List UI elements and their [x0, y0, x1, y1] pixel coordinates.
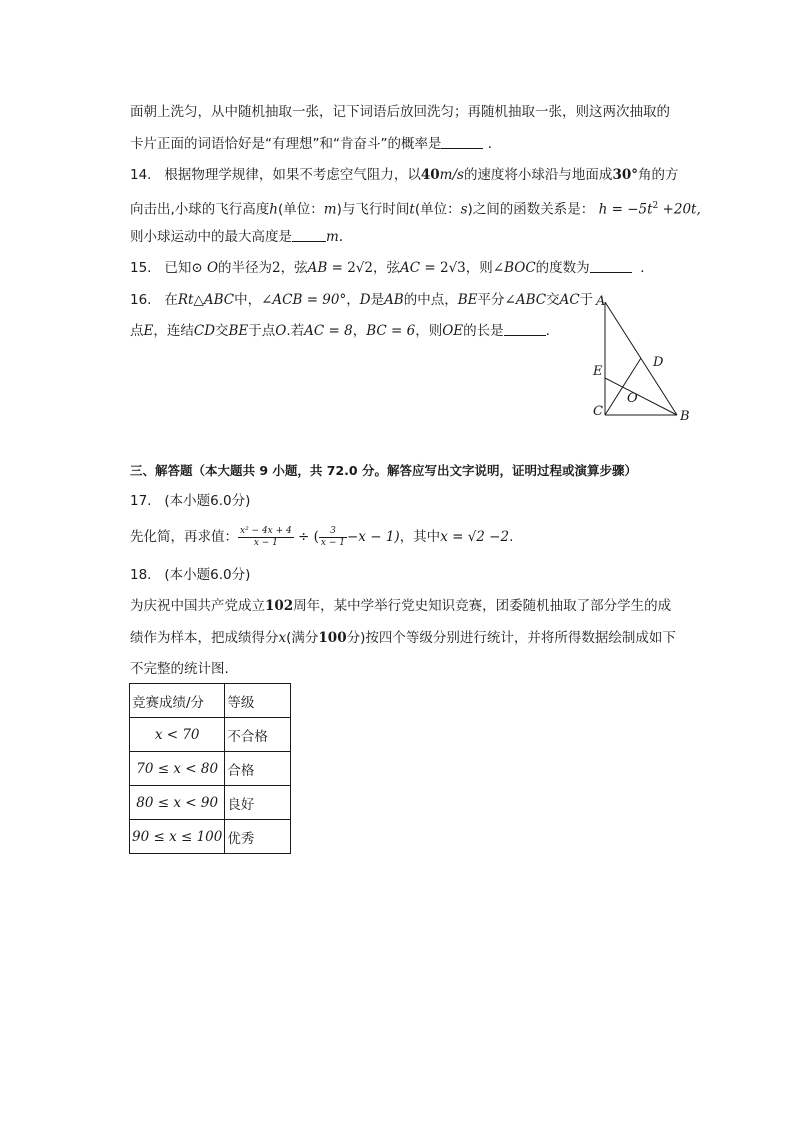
q14-text: (单位： — [278, 201, 324, 218]
question-number: 17. — [130, 493, 152, 509]
table-cell: 合格 — [225, 752, 291, 786]
q16-var: E — [143, 323, 154, 339]
q16-var: ABC — [203, 292, 235, 308]
q15-circle: ⊙ — [191, 260, 203, 276]
q16-text: 在 — [164, 292, 178, 308]
q18-text: 为庆祝中国共产党成立 — [130, 598, 265, 614]
q18-text: 周年，某中学举行党史知识竞赛，团委随机抽取了部分学生的成 — [293, 598, 672, 614]
q14-unit: m. — [326, 229, 344, 245]
score-table — [129, 683, 291, 854]
answer-blank[interactable] — [441, 136, 483, 149]
q15-radius: 2 — [272, 260, 281, 276]
q14-line-2 — [130, 197, 701, 219]
q16-text: 交 — [215, 323, 229, 339]
table-cell: 优秀 — [225, 820, 291, 854]
q16-text: 中， — [234, 292, 262, 308]
label-c: C — [593, 404, 603, 419]
q14-speed: 40 — [420, 167, 440, 183]
q18-text: 绩作为样本，把成绩得分 — [130, 630, 279, 646]
q18-number: 100 — [318, 630, 347, 646]
intro-end: ． — [487, 136, 502, 152]
q16-value: BC = 6 — [366, 323, 416, 339]
question-number: 14. — [130, 167, 152, 183]
label-d: D — [653, 355, 664, 370]
q17-body — [130, 522, 513, 552]
q16-text: .若 — [286, 323, 305, 339]
q16-var: Rt — [177, 292, 194, 308]
q14-exponent: 2 — [652, 201, 659, 211]
q15-text: 的半径为 — [218, 260, 273, 276]
q16-end: . — [545, 323, 550, 339]
table-cell: 80 ≤ x < 90 — [130, 786, 225, 820]
q16-text: ，则 — [415, 323, 443, 339]
q14-var: s — [460, 201, 468, 218]
q18-line-1 — [130, 597, 671, 615]
q15-angle: ∠BOC — [492, 260, 536, 276]
q18-line-3: 不完整的统计图. — [130, 661, 229, 677]
table-cell: 70 ≤ x < 80 — [130, 752, 225, 786]
q14-angle: 30° — [612, 167, 638, 183]
segment-cd — [605, 358, 641, 415]
intro-text: 卡片正面的词语恰好是“有理想”和“肯奋斗”的概率是 — [130, 136, 442, 152]
label-a: A — [596, 294, 606, 309]
q16-text: 平分 — [477, 292, 505, 308]
q16-var: AC — [559, 292, 580, 308]
q14-var: m — [323, 201, 337, 218]
segment-be — [605, 378, 677, 415]
q17-end: . — [509, 529, 514, 545]
q14-unit: m/s — [439, 167, 464, 183]
q16-text: ，连结 — [153, 323, 194, 339]
q18-header — [130, 566, 250, 584]
q17-value: x = √2 −2 — [440, 529, 510, 545]
q15-end: ． — [640, 260, 654, 276]
q14-text: )与飞行时间 — [336, 201, 410, 218]
q14-text: 角的方 — [637, 167, 679, 183]
q15-value: = 2√2 — [327, 260, 373, 276]
label-e: E — [593, 364, 603, 379]
q16-var: CD — [193, 323, 216, 339]
answer-blank[interactable] — [590, 260, 632, 273]
q18-number: 102 — [265, 598, 294, 614]
q14-text: 的速度将小球沿与地面成 — [463, 167, 613, 183]
fraction-numerator: x² − 4x + 4 — [240, 525, 292, 536]
q15-text: ，则 — [465, 260, 493, 276]
q14-text: (单位： — [414, 201, 461, 218]
q16-text: 是 — [370, 292, 385, 308]
q16-text: 的中点， — [403, 292, 458, 308]
q17-text: 先化简，再求值： — [130, 529, 238, 545]
question-number: 18. — [130, 567, 152, 583]
q15-line — [130, 259, 654, 277]
intro-line-2 — [130, 135, 501, 153]
table-header: 竞赛成绩/分 — [130, 684, 225, 718]
q17-operator: ÷ ( — [293, 529, 319, 545]
answer-blank[interactable] — [504, 323, 546, 336]
q15-value: = 2√3 — [420, 260, 466, 276]
q14-line-1 — [130, 166, 678, 184]
q15-text: 已知 — [164, 260, 192, 276]
q14-formula: +20t, — [658, 201, 701, 218]
intro-line-1: 面朝上洗匀，从中随机抽取一张，记下词语后放回洗匀；再随机抽取一张，则这两次抽取的 — [130, 104, 670, 120]
q16-text: ， — [346, 292, 360, 308]
fraction-numerator: 3 — [330, 525, 336, 536]
label-b: B — [680, 409, 690, 424]
q16-var: O — [275, 323, 287, 339]
q16-var: D — [359, 292, 371, 308]
table-header-row — [130, 684, 291, 718]
question-number: 15. — [130, 260, 152, 276]
q18-line-2 — [130, 629, 676, 647]
q18-text: (满分 — [286, 630, 319, 646]
q16-text: 的长是 — [463, 323, 504, 339]
question-number: 16. — [130, 292, 152, 308]
q16-text: 交 — [546, 292, 560, 308]
q16-line-2 — [130, 322, 550, 340]
q17-text: ，其中 — [399, 529, 441, 545]
section-title: 三、解答题（本大题共 9 小题，共 72.0 分。解答应写出文字说明，证明过程或演算步骤） — [130, 463, 637, 478]
q14-text: 根据物理学规律，如果不考虑空气阻力，以 — [164, 167, 421, 183]
q16-text: 于点 — [248, 323, 276, 339]
table-cell: 90 ≤ x ≤ 100 — [130, 820, 225, 854]
q18-text: 分)按四个等级分别进行统计，并将所得数据绘制成如下 — [346, 630, 676, 646]
table-cell: x < 70 — [130, 718, 225, 752]
table-row — [130, 786, 291, 820]
question-score: (本小题6.0分) — [164, 567, 251, 583]
table-row — [130, 752, 291, 786]
q14-text: )之间的函数关系是： — [467, 201, 595, 218]
q16-var: AB — [384, 292, 404, 308]
q15-text: ，弦 — [373, 260, 400, 276]
q16-line-1 — [130, 291, 593, 309]
fraction-2 — [319, 526, 347, 549]
table-row — [130, 820, 291, 854]
q14-formula: h = −5t — [598, 201, 653, 218]
q16-angle: ∠ACB = 90° — [261, 292, 347, 308]
table-cell: 良好 — [225, 786, 291, 820]
q15-text: ，弦 — [280, 260, 308, 276]
q15-var: AC — [400, 260, 421, 276]
table-row — [130, 718, 291, 752]
q18-var: x — [278, 630, 287, 646]
table-header: 等级 — [225, 684, 291, 718]
q14-var: h — [269, 201, 278, 218]
q16-var: BE — [457, 292, 478, 308]
q17-header — [130, 492, 250, 510]
q15-text: 的度数为 — [535, 260, 590, 276]
fraction-1 — [238, 526, 294, 549]
q14-text: 则小球运动中的最大高度是 — [130, 229, 292, 245]
q16-angle: ∠ABC — [504, 292, 547, 308]
q16-text: 点 — [130, 323, 144, 339]
label-o: O — [627, 391, 638, 406]
q16-var: OE — [442, 323, 464, 339]
fraction-denominator: x − 1 — [320, 537, 345, 548]
q14-var: t — [409, 201, 415, 218]
q14-text: 向击出,小球的飞行高度 — [130, 201, 270, 218]
fraction-denominator: x − 1 — [238, 537, 294, 549]
q16-text: 于 — [579, 292, 594, 308]
q16-value: AC = 8 — [304, 323, 353, 339]
q15-var: O — [206, 260, 219, 276]
q15-var: AB — [307, 260, 328, 276]
q14-line-3 — [130, 228, 343, 246]
q17-expression: −x − 1) — [347, 529, 400, 545]
q16-var: BE — [228, 323, 249, 339]
q16-text: ， — [352, 323, 367, 339]
triangle-figure — [588, 290, 700, 425]
q16-triangle: △ — [193, 292, 204, 308]
answer-blank[interactable] — [292, 229, 326, 242]
table-cell: 不合格 — [225, 718, 291, 752]
question-score: (本小题6.0分) — [164, 493, 251, 509]
